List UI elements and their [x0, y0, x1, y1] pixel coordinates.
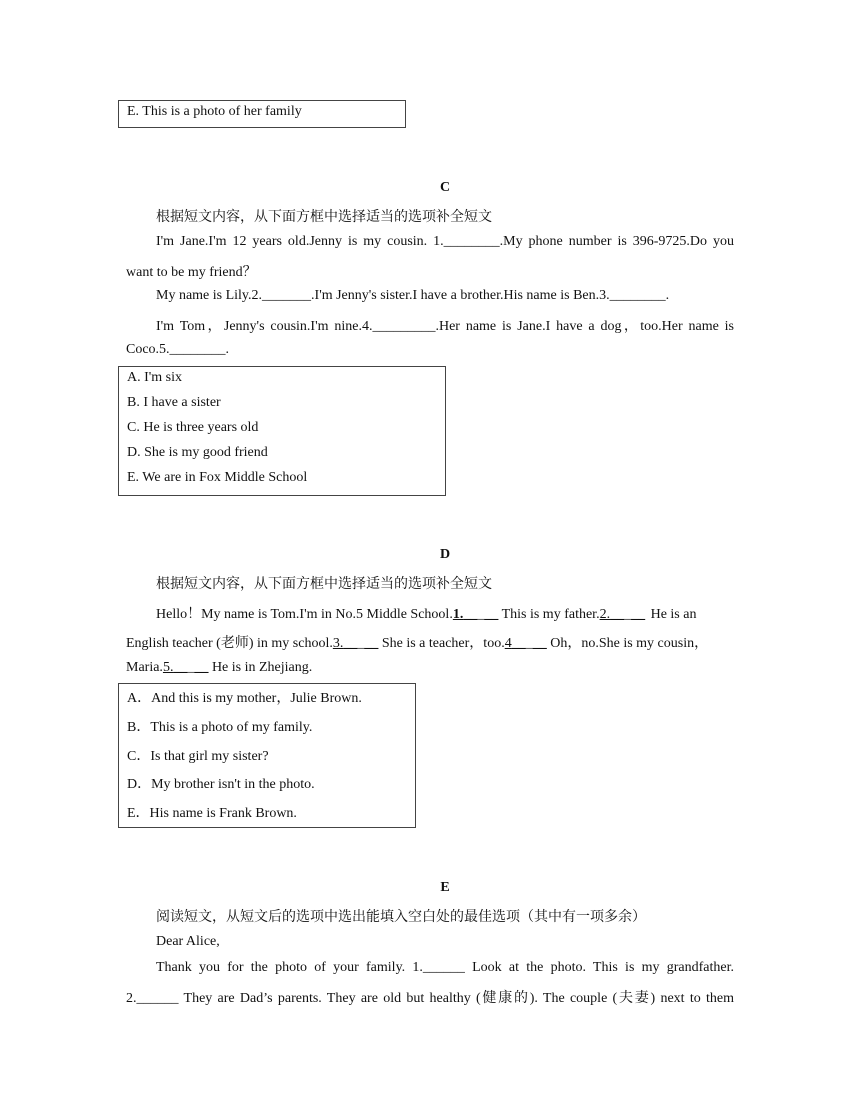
section-d-line2	[126, 632, 708, 652]
blank-4-label: 4	[504, 636, 512, 651]
blank-1-mark: _	[477, 607, 485, 622]
section-c-instruction: 根据短文内容，从下面方框中选择适当的选项补全短文	[156, 210, 492, 225]
blank-5-line-a: __	[173, 660, 188, 675]
section-d-line1-text-e: He is an	[650, 607, 697, 622]
blank-4-mark: _	[525, 636, 533, 651]
blank-3-label: 3.	[332, 636, 344, 651]
blank-4-line-b: __	[532, 636, 547, 651]
section-d-option-e: E．His name is Frank Brown.	[127, 806, 297, 821]
section-d-line3-text-a: Maria.	[126, 660, 163, 675]
section-c-para1-line2: want to be my friend？	[126, 265, 257, 280]
section-d-option-a: A．And this is my mother，Julie Brown.	[127, 691, 362, 706]
section-d-line3	[126, 660, 312, 676]
section-d-line2-text-e: Oh，no.She is my cousin，	[550, 636, 709, 651]
section-c-heading: C	[439, 180, 451, 195]
section-d-heading: D	[439, 547, 451, 562]
section-d-instruction: 根据短文内容，从下面方框中选择适当的选项补全短文	[156, 577, 492, 592]
blank-2-line-b: __	[631, 607, 646, 622]
blank-3-line-a: __	[343, 636, 358, 651]
blank-1-label: 1.	[452, 607, 464, 622]
section-c-option-e: E. We are in Fox Middle School	[127, 470, 308, 485]
section-c-option-d: D. She is my good friend	[127, 445, 268, 460]
blank-3-line-b: __	[364, 636, 379, 651]
section-c-options-box	[118, 366, 446, 496]
section-d-line1	[156, 603, 696, 623]
section-d-option-b: B．This is a photo of my family.	[127, 720, 313, 735]
section-e-para1-line1: Thank you for the photo of your family. 1.______ Look at the photo. This is my grandfather.	[156, 960, 734, 975]
section-e-para1-line2: 2.______ They are Dad’s parents. They are old but healthy (健康的). The couple (夫妻) next to them	[126, 991, 734, 1006]
section-e-heading: E	[440, 880, 450, 895]
section-d-line1-text-c: This is my father.	[501, 607, 600, 622]
section-d-option-c: C．Is that girl my sister?	[127, 749, 269, 764]
section-c-para1-line1: I'm Jane.I'm 12 years old.Jenny is my cousin. 1.________.My phone number is 396-9725.Do you	[156, 234, 734, 249]
blank-1-line-b: __	[484, 607, 499, 622]
blank-2-mark: _	[624, 607, 632, 622]
section-d-line2-text-c: She is a teacher，too.	[381, 636, 505, 651]
section-d-option-d: D．My brother isn't in the photo.	[127, 777, 315, 792]
section-c-option-a: A. I'm six	[127, 370, 183, 385]
section-e-greeting: Dear Alice,	[156, 934, 220, 949]
section-c-para3-line2: Coco.5.________.	[126, 342, 230, 357]
section-c-option-c: C. He is three years old	[127, 420, 259, 435]
section-c-para3-line1: I'm Tom，Jenny's cousin.I'm nine.4._________.Her name is Jane.I have a dog，too.Her name is	[156, 319, 734, 334]
section-e-instruction: 阅读短文，从短文后的选项中选出能填入空白处的最佳选项（其中有一项多余）	[156, 910, 646, 925]
blank-5-mark: _	[187, 660, 195, 675]
section-c-para2: My name is Lily.2._______.I'm Jenny's sister.I have a brother.His name is Ben.3.________.	[156, 288, 670, 303]
section-d-line2-text-a: English teacher (老师) in my school.	[126, 636, 333, 651]
blank-4-line-a: __	[511, 636, 526, 651]
blank-2-label: 2.	[599, 607, 611, 622]
blank-5-label: 5.	[162, 660, 174, 675]
section-d-options-box	[118, 683, 416, 828]
section-d-line1-text-a: Hello！My name is Tom.I'm in No.5 Middle School.	[156, 607, 453, 622]
blank-5-line-b: __	[194, 660, 209, 675]
top-options-box	[118, 100, 406, 128]
section-c-option-b: B. I have a sister	[127, 395, 221, 410]
section-d-line3-text-c: He is in Zhejiang.	[211, 660, 313, 675]
blank-1-line-a: __	[463, 607, 478, 622]
blank-2-line-a: __	[610, 607, 625, 622]
option-e: E. This is a photo of her family	[127, 104, 302, 119]
blank-3-mark: _	[357, 636, 365, 651]
